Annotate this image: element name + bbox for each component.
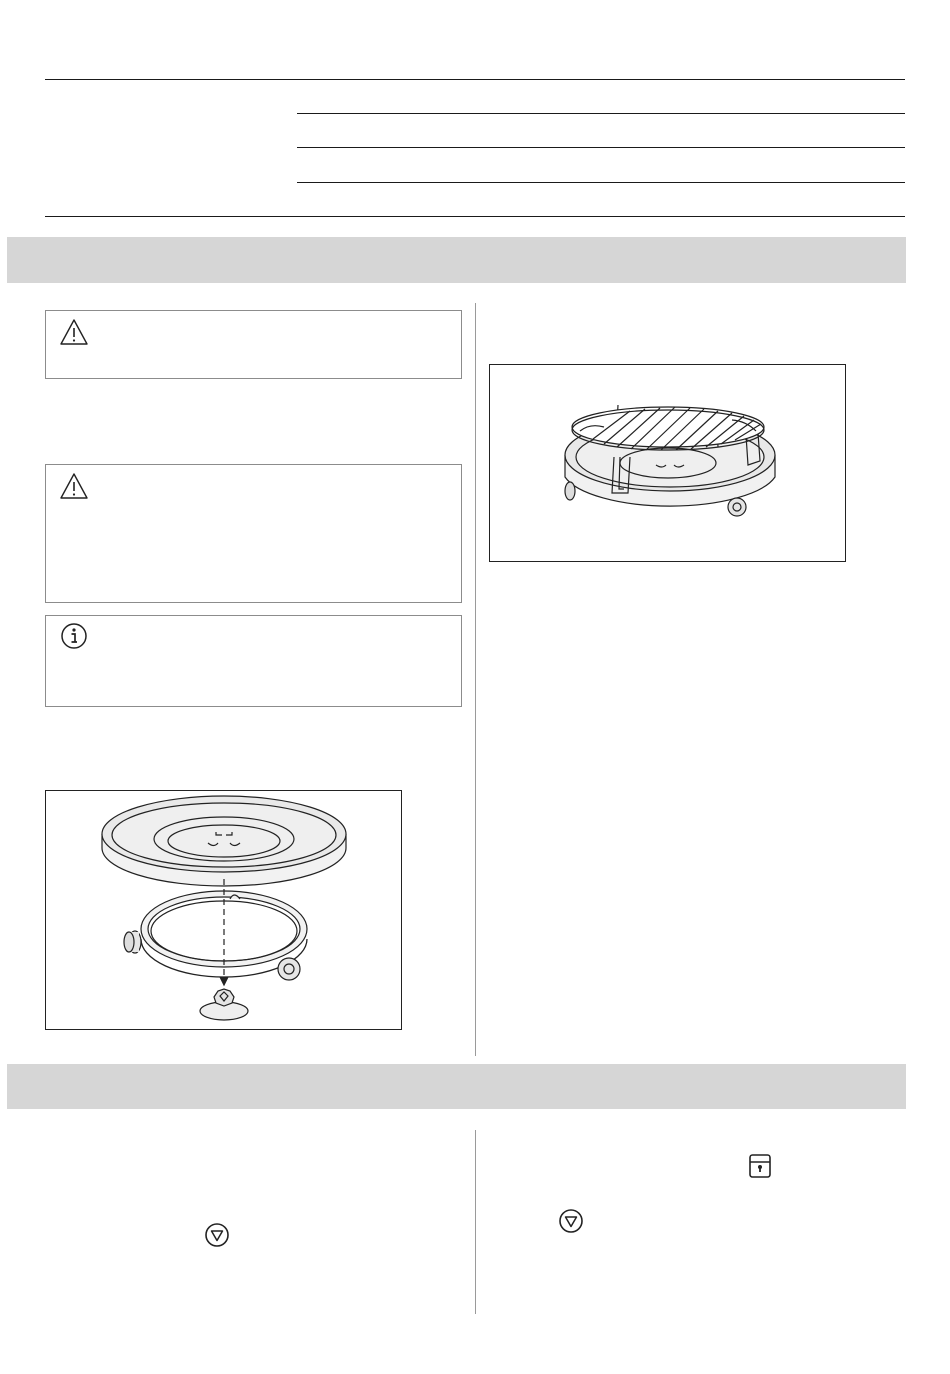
column-divider-1 [475,303,476,1056]
section-heading-band-2 [7,1064,906,1109]
table-row-rule-2 [297,147,905,148]
warning-triangle-icon [59,472,89,505]
table-row-rule-3 [297,182,905,183]
grill-rack-on-turntable-illustration [489,364,846,562]
info-notice [45,615,462,707]
warning-notice-2 [45,464,462,603]
column-divider-2 [475,1130,476,1314]
turntable-assembly-illustration [45,790,402,1030]
table-top-rule [45,79,905,80]
table-bottom-rule [45,216,905,217]
section-heading-band-1 [7,237,906,283]
info-circle-icon [60,622,88,655]
warning-notice-1 [45,310,462,379]
warning-triangle-icon [59,318,89,351]
table-row-rule-1 [297,113,905,114]
child-lock-icon [748,1153,772,1184]
down-arrow-circle-button-icon [204,1222,230,1253]
down-arrow-circle-button-icon [558,1208,584,1239]
